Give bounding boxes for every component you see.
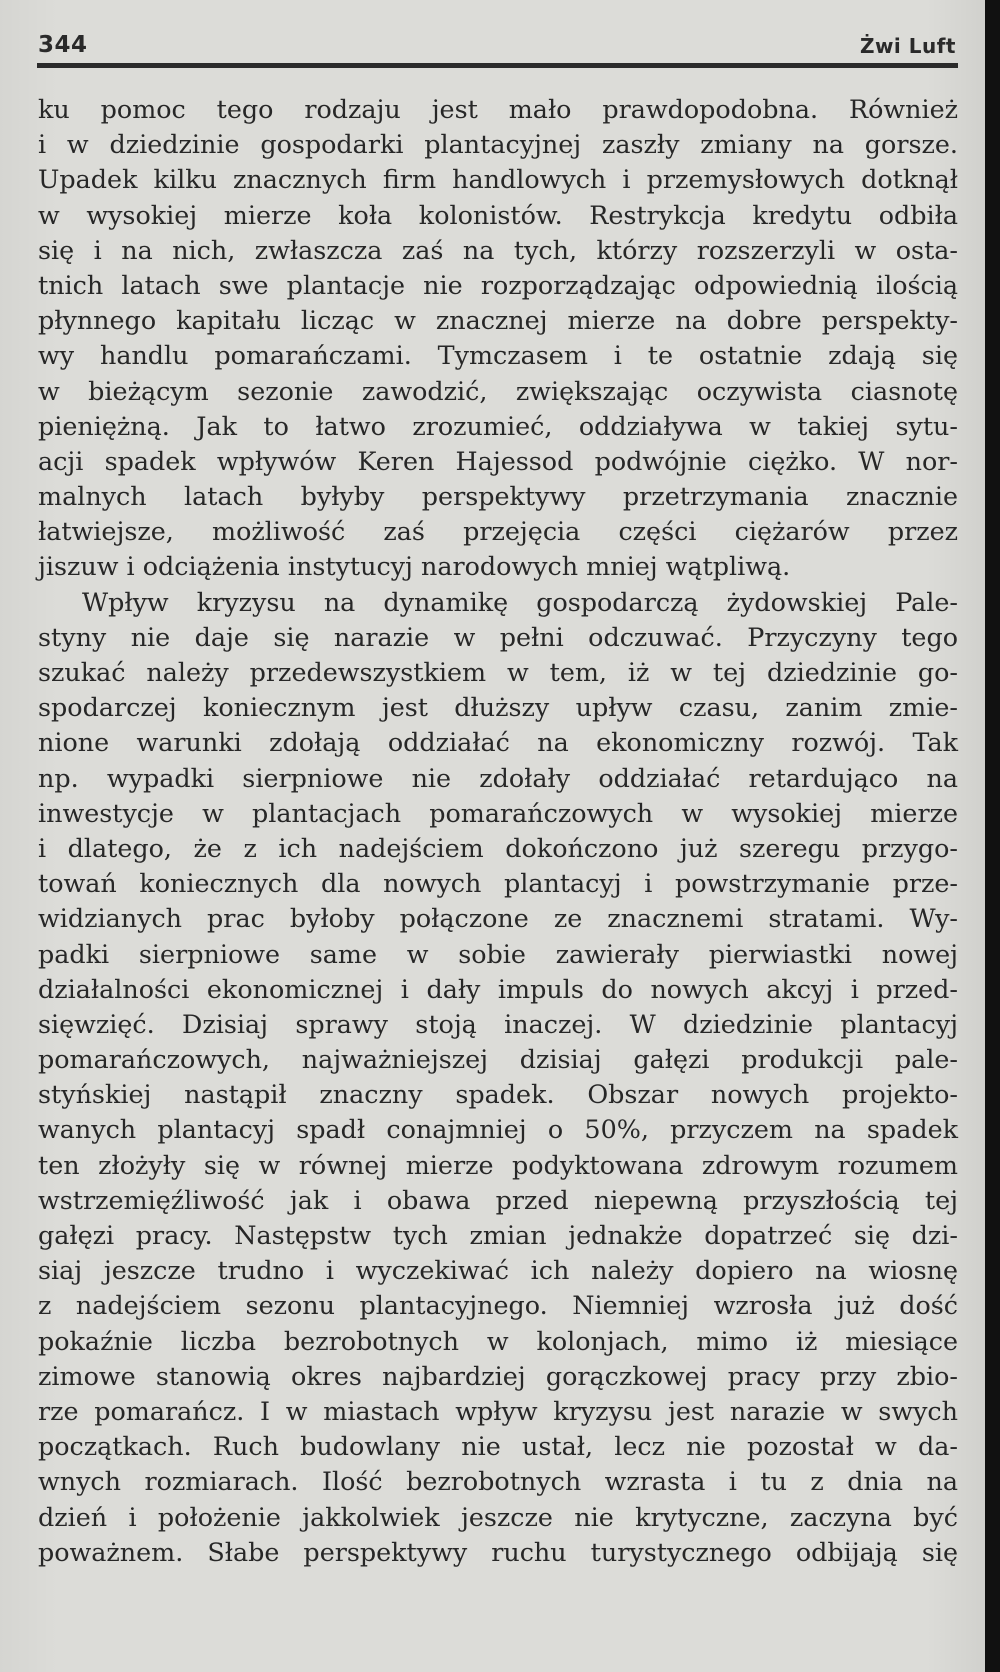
text-line: wstrzemięźliwość jak i obawa przed niepewną przyszłością tej	[38, 1184, 958, 1215]
header-rule	[37, 63, 958, 68]
text-line: np. wypadki sierpniowe nie zdołały oddziałać retardująco na	[38, 762, 958, 793]
text-line: i dlatego, że z ich nadejściem dokończono już szeregu przygo-	[38, 832, 958, 863]
text-line: w wysokiej mierze koła kolonistów. Restrykcja kredytu odbiła	[38, 199, 958, 230]
text-line: pokaźnie liczba bezrobotnych w kolonjach, mimo iż miesiące	[38, 1325, 958, 1356]
text-line: styny nie daje się narazie w pełni odczuwać. Przyczyny tego	[38, 621, 958, 652]
text-line: towań koniecznych dla nowych plantacyj i powstrzymanie prze-	[38, 868, 958, 899]
page-number: 344	[38, 32, 88, 58]
text-line: widzianych prac byłoby połączone ze znacznemi stratami. Wy-	[38, 903, 958, 934]
text-line: inwestycje w plantacjach pomarańczowych w wysokiej mierze	[38, 797, 958, 828]
text-line: płynnego kapitału licząc w znacznej mierze na dobre perspekty-	[38, 305, 958, 336]
text-line: i w dziedzinie gospodarki plantacyjnej zaszły zmiany na gorsze.	[38, 129, 958, 160]
text-line: wy handlu pomarańczami. Tymczasem i te ostatnie zdają się	[38, 340, 958, 371]
text-line: tnich latach swe plantacje nie rozporządzając odpowiednią ilością	[38, 269, 958, 300]
body-text	[38, 92, 958, 1570]
text-line: zimowe stanowią okres najbardziej gorączkowej pracy przy zbio-	[38, 1360, 958, 1391]
text-line: łatwiejsze, możliwość zaś przejęcia części ciężarów przez	[38, 516, 958, 547]
text-line: spodarczej koniecznym jest dłuższy upływ czasu, zanim zmie-	[38, 692, 958, 723]
text-line: malnych latach byłyby perspektywy przetrzymania znacznie	[38, 481, 958, 512]
text-line: Upadek kilku znacznych firm handlowych i przemysłowych dotknął	[38, 164, 958, 195]
text-line: dzień i położenie jakkolwiek jeszcze nie krytyczne, zaczyna być	[38, 1501, 958, 1532]
text-line: ku pomoc tego rodzaju jest mało prawdopodobna. Również	[38, 94, 958, 124]
text-line: ten złożyły się w równej mierze podyktowana zdrowym rozumem	[38, 1149, 958, 1180]
running-head-author: Żwi Luft	[859, 34, 956, 58]
page-header	[38, 28, 958, 62]
text-line: pomarańczowych, najważniejszej dzisiaj gałęzi produkcji pale-	[38, 1044, 958, 1075]
text-line: acji spadek wpływów Keren Hajessod podwójnie ciężko. W nor-	[38, 445, 958, 476]
text-line: styńskiej nastąpił znaczny spadek. Obszar nowych projekto-	[38, 1079, 958, 1110]
text-line: padki sierpniowe same w sobie zawierały pierwiastki nowej	[38, 938, 958, 969]
page-edge-shadow	[985, 0, 1000, 1672]
text-line: gałęzi pracy. Następstw tych zmian jednakże dopatrzeć się dzi-	[38, 1220, 958, 1250]
text-line: wnych rozmiarach. Ilość bezrobotnych wzrasta i tu z dnia na	[38, 1466, 958, 1497]
paragraph-start-line: Wpływ kryzysu na dynamikę gospodarczą żydowskiej Pale-	[82, 586, 958, 617]
text-line: się i na nich, zwłaszcza zaś na tych, którzy rozszerzyli w osta-	[38, 234, 958, 265]
text-line: z nadejściem sezonu plantacyjnego. Niemniej wzrosła już dość	[38, 1290, 958, 1321]
text-line: w bieżącym sezonie zawodzić, zwiększając oczywista ciasnotę	[38, 375, 958, 406]
text-line: rze pomarańcz. I w miastach wpływ kryzysu jest narazie w swych	[38, 1395, 958, 1426]
text-line: siaj jeszcze trudno i wyczekiwać ich należy dopiero na wiosnę	[38, 1255, 958, 1286]
text-line: poważnem. Słabe perspektywy ruchu turystycznego odbijają się	[38, 1536, 958, 1567]
text-line: wanych plantacyj spadł conajmniej o 50%, przyczem na spadek	[38, 1114, 958, 1145]
text-line: pieniężną. Jak to łatwo zrozumieć, oddziaływa w takiej sytu-	[38, 410, 958, 441]
paragraph-end-line: jiszuw i odciążenia instytucyj narodowych mniej wątpliwą.	[38, 551, 791, 582]
text-line: początkach. Ruch budowlany nie ustał, lecz nie pozostał w da-	[38, 1431, 958, 1462]
text-line: działalności ekonomicznej i dały impuls do nowych akcyj i przed-	[38, 973, 958, 1004]
text-line: sięwzięć. Dzisiaj sprawy stoją inaczej. W dziedzinie plantacyj	[38, 1008, 958, 1039]
text-line: nione warunki zdołają oddziałać na ekonomiczny rozwój. Tak	[38, 727, 958, 758]
text-line: szukać należy przedewszystkiem w tem, iż w tej dziedzinie go-	[38, 657, 958, 687]
